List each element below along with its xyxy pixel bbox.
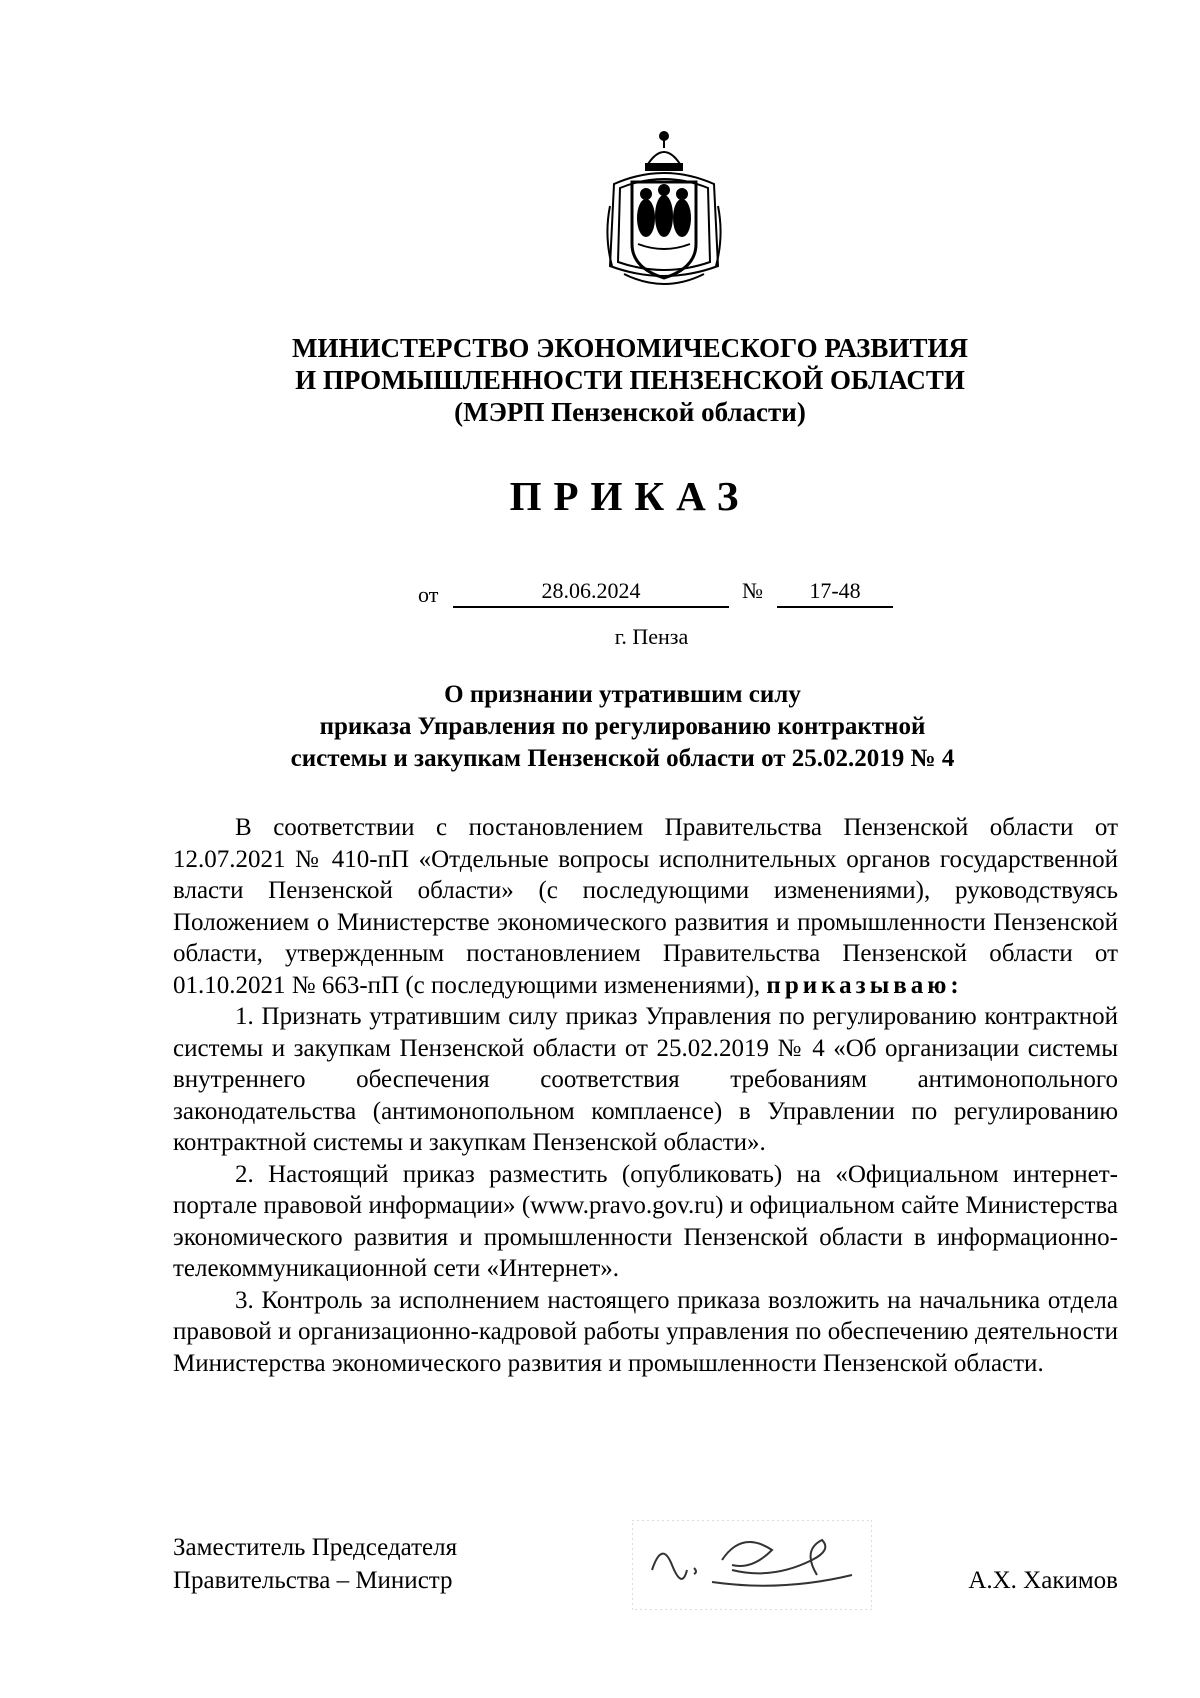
- city: г. Пенза: [614, 624, 689, 649]
- order-body: [173, 812, 1118, 1379]
- date-underline: [453, 606, 729, 608]
- order-title-line1: О признании утратившим силу: [444, 681, 801, 708]
- signatory-position-line2: Правительства – Министр: [173, 1567, 453, 1594]
- preamble-text: В соответствии с постановлением Правительства Пензенской области от 12.07.2021 № 410-пП «Отдельные вопросы исполнительных органов государственной власти Пензенской области» (с последующими изменениями), руководствуясь Положением о Министерстве экономического развития и промышленности Пензенской области, утвержденным постановлением Правительства Пензенской области от 01.10.2021 № 663-пП (с последующими изменениями),: [173, 814, 1118, 999]
- order-item-3: 3. Контроль за исполнением настоящего приказа возложить на начальника отдела правовой и организационно-кадровой работы управления по обеспечению деятельности Министерства экономического развития и промышленности Пензенской области.: [173, 1286, 1118, 1377]
- order-date: 28.06.2024: [541, 578, 641, 603]
- order-item-1: 1. Признать утратившим силу приказ Управления по регулированию контрактной системы и закупкам Пензенской области от 25.02.2019 № 4 «Об организации системы внутреннего обеспечения соответствия требованиям антимонопольного законодательства (антимонопольном комплаенсе) в Управлении по регулированию контрактной системы и закупкам Пензенской области».: [173, 1003, 1118, 1156]
- coat-of-arms-icon: [604, 126, 724, 294]
- org-short-name: (МЭРП Пензенской области): [454, 397, 806, 427]
- number-label: №: [742, 578, 763, 603]
- order-word: приказываю:: [766, 971, 963, 999]
- date-from-label: от: [418, 582, 439, 607]
- signatory-name: А.Х. Хакимов: [968, 1567, 1118, 1594]
- order-item-2: 2. Настоящий приказ разместить (опубликовать) на «Официальном интернет-портале правовой информации» (www.pravo.gov.ru) и официальном сайте Министерства экономического развития и промышленности Пензенской области в информационно-телекоммуникационной сети «Интернет».: [173, 1160, 1118, 1282]
- order-title-line2: приказа Управления по регулированию контрактной: [319, 713, 926, 740]
- number-underline: [777, 606, 893, 608]
- preamble-paragraph: [173, 812, 1118, 1001]
- document-type: ПРИКАЗ: [509, 473, 751, 519]
- order-number: 17-48: [809, 578, 861, 603]
- handwritten-signature: [632, 1520, 872, 1610]
- org-name-line1: МИНИСТЕРСТВО ЭКОНОМИЧЕСКОГО РАЗВИТИЯ: [292, 333, 968, 363]
- signatory-position-line1: Заместитель Председателя: [173, 1534, 458, 1561]
- org-name-line2: И ПРОМЫШЛЕННОСТИ ПЕНЗЕНСКОЙ ОБЛАСТИ: [295, 365, 965, 395]
- order-title-line3: системы и закупкам Пензенской области от 25.02.2019 № 4: [290, 745, 955, 772]
